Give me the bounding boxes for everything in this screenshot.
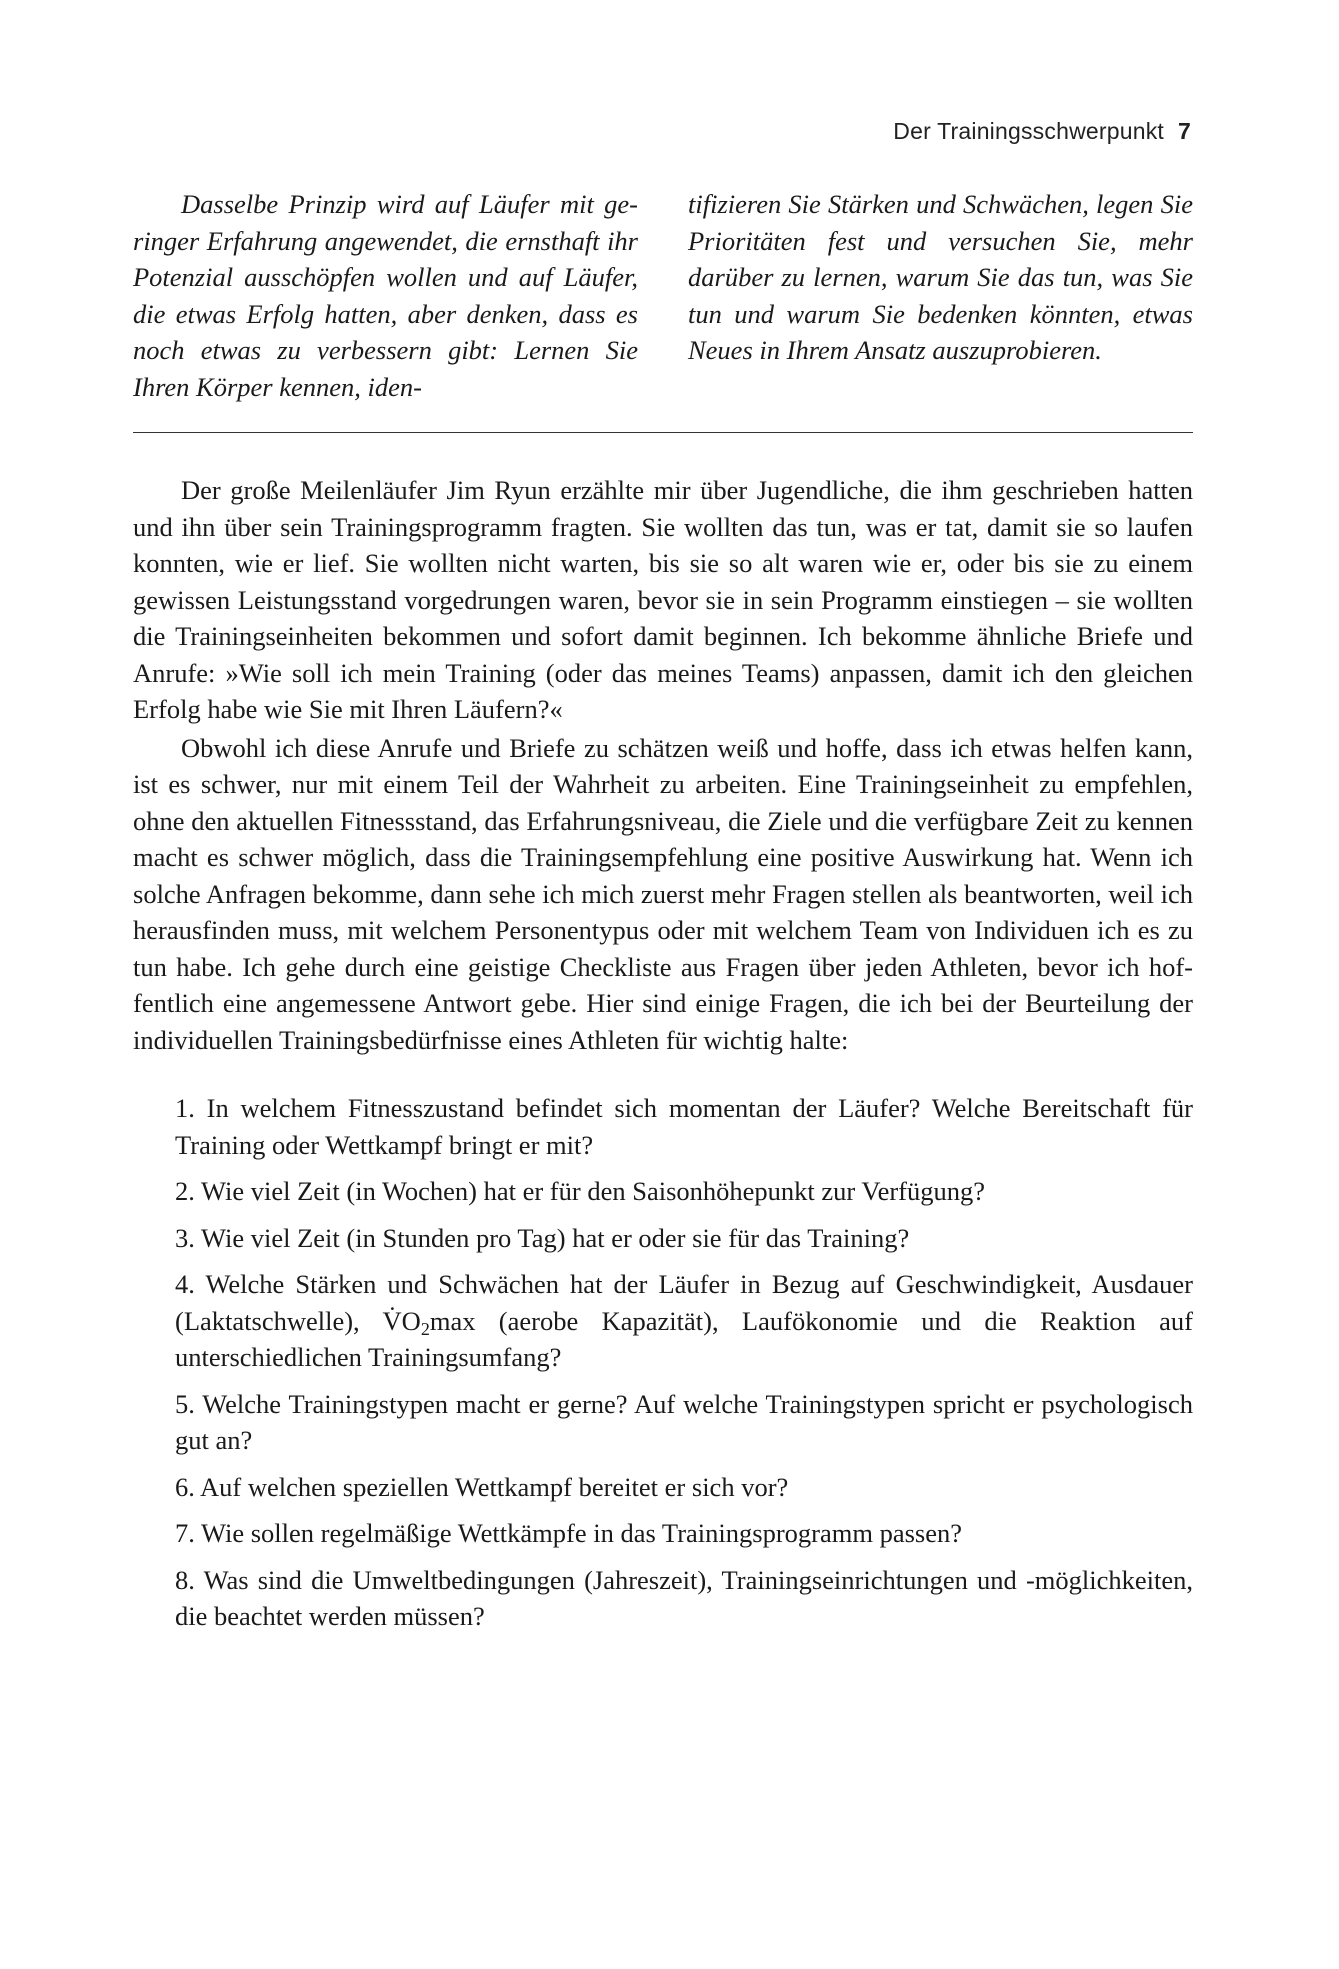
question-number: 7. — [175, 1518, 195, 1548]
question-item-7 — [133, 1515, 1193, 1552]
paragraph-1: Der große Meilenläufer Jim Ryun erzählte mir über Jugendliche, die ihm geschrieben hatten und ihn über sein Trainingsprogramm fragten. Sie wollten das tun, was er tat, damit sie so laufen konnten, wie er lief. Sie wollten nicht warten, bis sie so alt waren wie er, oder bis sie zu einem gewissen Leistungsstand vorgedrungen waren, bevor sie in sein Programm einstiegen – sie wollten die Trainingseinheiten bekommen und sofort damit beginnen. Ich bekomme ähnliche Briefe und Anrufe: »Wie soll ich mein Training (oder das meines Teams) anpassen, damit ich den gleichen Erfolg habe wie Sie mit Ihren Läufern?« — [133, 475, 1193, 724]
question-number: 5. — [175, 1388, 195, 1419]
question-item-6 — [133, 1469, 1193, 1506]
chapter-title: Der Trainingsschwerpunkt — [893, 118, 1164, 144]
question-text: Was sind die Umweltbedingungen (Jahreszeit), Trainingseinrichtungen und -möglichkeiten, die beachtet werden müssen? — [175, 1564, 1193, 1631]
paragraph-2: Obwohl ich diese Anrufe und Briefe zu schätzen weiß und hoffe, dass ich etwas helfen kann, ist es schwer, nur mit einem Teil der Wahrheit zu arbeiten. Eine Trainingseinheit zu empfehlen, ohne den aktuellen Fitnessstand, das Erfahrungsniveau, die Ziele und die verfügbare Zeit zu kennen macht es schwer möglich, dass die Trainingsempfehlung eine positive Auswirkung hat. Wenn ich solche Anfragen bekomme, dann sehe ich mich zuerst mehr Fragen stellen als beantworten, weil ich herausfinden muss, mit welchem Personentypus oder mit welchem Team von Individuen ich es zu tun habe. Ich gehe durch eine geistige Checkliste aus Fragen über jeden Athleten, bevor ich hoffentlich eine angemessene Antwort gebe. Hier sind einige Fragen, die ich bei der Beurteilung der individuellen Trainingsbedürfnisse eines Athleten für wichtig halte: — [133, 732, 1193, 1055]
question-number: 3. — [175, 1222, 195, 1253]
question-text: Welche Stärken und Schwächen hat der Läufer in Bezug auf Geschwindigkeit, Ausdauer (Laktatschwelle), V̇O — [175, 1269, 1193, 1336]
running-head — [893, 118, 1191, 145]
intro-box — [133, 186, 1193, 405]
question-text: Wie sollen regelmäßige Wettkämpfe in das Trainingsprogramm passen? — [201, 1518, 962, 1548]
question-text-continued: max (aerobe Kapazität), Laufökonomie und die Reaktion auf unterschiedlichen Trainingsumfang? — [175, 1305, 1193, 1372]
intro-column-left: Dasselbe Prinzip wird auf Läufer mit geringer Erfahrung angewendet, die ernsthaft ihr Potenzial ausschöpfen wollen und auf Läufer, die etwas Erfolg hatten, aber denken, dass es noch etwas zu verbessern gibt: Lernen Sie Ihren Körper kennen, iden- — [133, 189, 638, 402]
question-text: In welchem Fitnesszustand befindet sich momentan der Läufer? Welche Bereitschaft für Training oder Wettkampf bringt er mit? — [175, 1093, 1193, 1160]
question-text: Wie viel Zeit (in Wochen) hat er für den Saisonhöhepunkt zur Verfügung? — [201, 1176, 985, 1206]
question-number: 8. — [175, 1564, 195, 1595]
question-item-1 — [133, 1090, 1193, 1163]
question-list — [133, 1090, 1193, 1635]
section-divider — [133, 432, 1193, 433]
question-number: 4. — [175, 1269, 195, 1299]
question-item-4 — [133, 1266, 1193, 1376]
question-item-8 — [133, 1562, 1193, 1635]
question-item-3 — [133, 1220, 1193, 1257]
question-item-5 — [133, 1386, 1193, 1459]
question-number: 1. — [175, 1093, 195, 1123]
question-text: Wie viel Zeit (in Stunden pro Tag) hat er oder sie für das Training? — [201, 1222, 910, 1253]
question-number: 6. — [175, 1471, 195, 1502]
intro-column-right: tifizieren Sie Stärken und Schwächen, legen Sie Prioritäten fest und versuchen Sie, mehr darüber zu lernen, warum Sie das tun, was Sie tun und warum Sie bedenken könnten, etwas Neues in Ihrem Ansatz auszuprobieren. — [688, 189, 1193, 365]
page-number: 7 — [1178, 118, 1191, 144]
question-item-2 — [133, 1173, 1193, 1210]
question-text: Welche Trainingstypen macht er gerne? Auf welche Trainingstypen spricht er psychologisch gut an? — [175, 1388, 1193, 1455]
question-number: 2. — [175, 1176, 195, 1206]
main-text — [133, 472, 1193, 1645]
subscript: 2 — [420, 1318, 430, 1339]
question-text: Auf welchen speziellen Wettkampf bereitet er sich vor? — [200, 1471, 789, 1502]
